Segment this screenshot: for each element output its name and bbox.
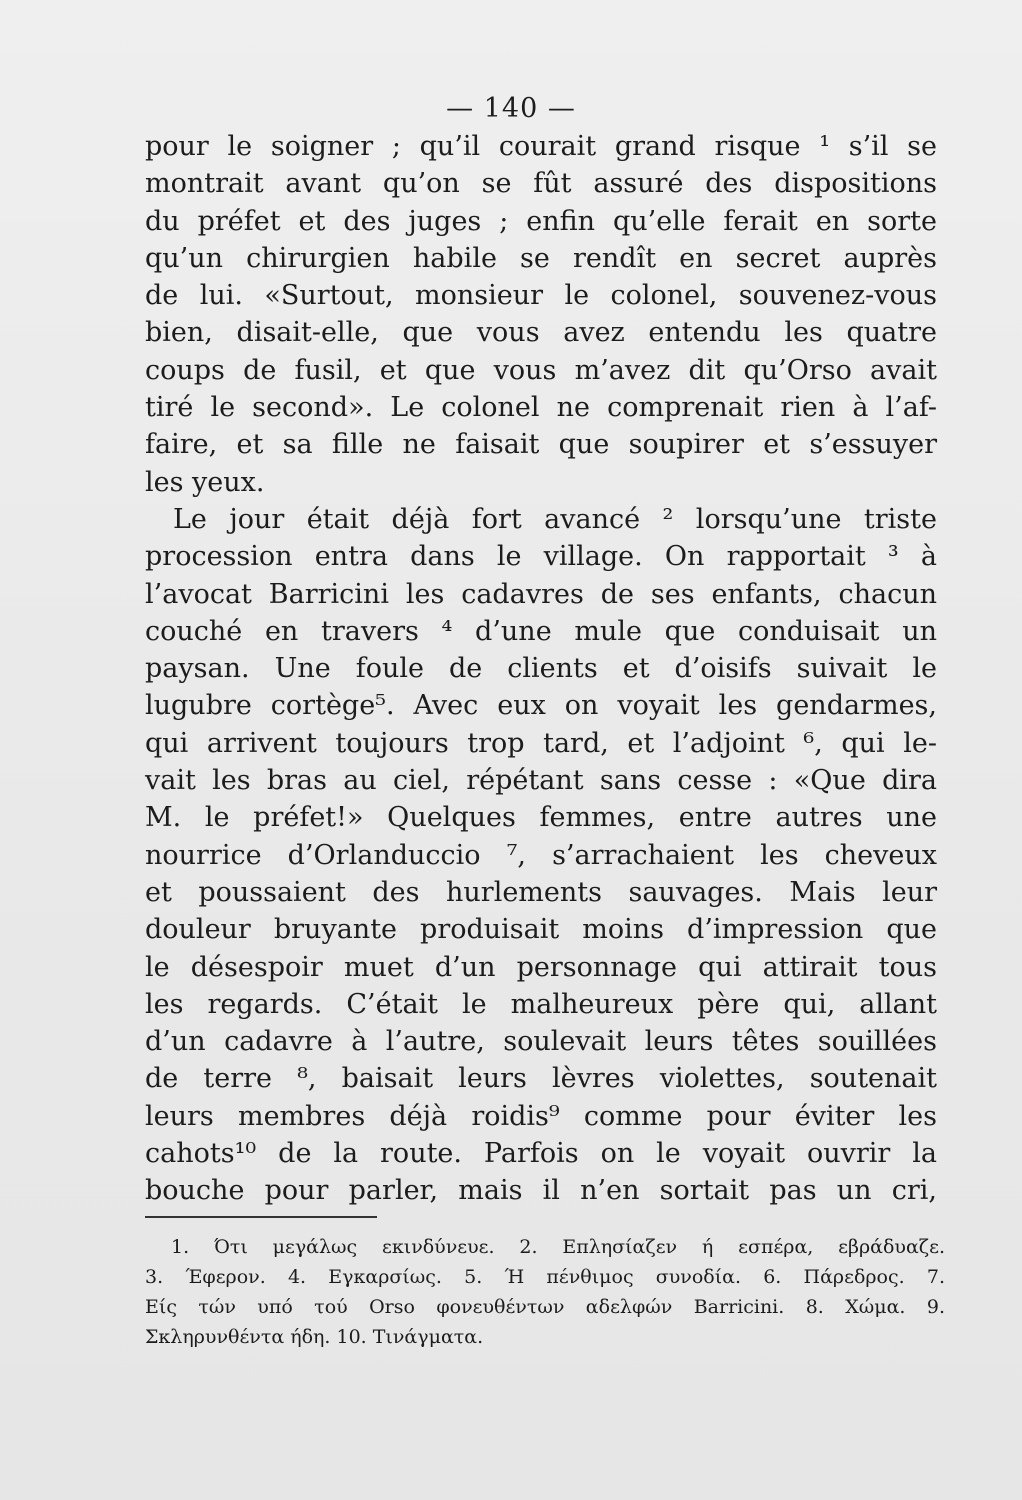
body-line: cahots¹⁰ de la route. Parfois on le voyait ouvrir la	[145, 1138, 937, 1170]
body-line: coups de fusil, et que vous m’avez dit qu’Orso avait	[145, 354, 937, 386]
body-line: nourrice d’Orlanduccio ⁷, s’arrachaient les cheveux	[145, 839, 937, 871]
body-line: faire, et sa fille ne faisait que soupirer et s’essuyer	[145, 429, 937, 461]
footnotes	[145, 1232, 945, 1352]
footnote-line: Σκληρυνθέντα ήδη. 10. Τινάγματα.	[145, 1326, 484, 1348]
body-line: de terre ⁸, baisait leurs lèvres violettes, soutenait	[145, 1063, 937, 1095]
body-line: et poussaient des hurlements sauvages. Mais leur	[145, 876, 937, 908]
body-line: couché en travers ⁴ d’une mule que conduisait un	[145, 615, 937, 647]
footnote-line: Είς τών υπό τού Orso φονευθέντων αδελφών Barricini. 8. Χώμα. 9.	[145, 1296, 945, 1318]
body-line: douleur bruyante produisait moins d’impression que	[145, 914, 937, 946]
footnote-divider	[145, 1216, 377, 1218]
body-line: d’un cadavre à l’autre, soulevait leurs têtes souillées	[145, 1026, 937, 1058]
body-line: bouche pour parler, mais il n’en sortait pas un cri,	[145, 1175, 937, 1207]
body-line: les yeux.	[145, 466, 265, 498]
body-line: qu’un chirurgien habile se rendît en secret auprès	[145, 242, 937, 274]
body-line: le désespoir muet d’un personnage qui attirait tous	[145, 951, 937, 983]
body-line: Le jour était déjà fort avancé ² lorsqu’une triste	[173, 503, 937, 535]
body-line: du préfet et des juges ; enfin qu’elle ferait en sorte	[145, 205, 937, 237]
body-line: les regards. C’était le malheureux père qui, allant	[145, 988, 937, 1020]
body-line: lugubre cortège⁵. Avec eux on voyait les gendarmes,	[145, 690, 937, 722]
body-line: de lui. «Surtout, monsieur le colonel, souvenez-vous	[145, 280, 937, 312]
body-line: paysan. Une foule de clients et d’oisifs suivait le	[145, 653, 937, 685]
body-line: pour le soigner ; qu’il courait grand risque ¹ s’il se	[145, 131, 937, 162]
page-number: — 140 —	[446, 93, 576, 124]
body-line: bien, disait-elle, que vous avez entendu les quatre	[145, 317, 937, 349]
body-line: leurs membres déjà roidis⁹ comme pour éviter les	[145, 1100, 937, 1132]
body-line: vait les bras au ciel, répétant sans cesse : «Que dira	[145, 765, 937, 797]
body-line: l’avocat Barricini les cadavres de ses enfants, chacun	[145, 578, 937, 610]
footnote-line: 1. Ότι μεγάλως εκινδύνευε. 2. Επλησίαζεν ή εσπέρα, εβράδυαζε.	[171, 1236, 945, 1258]
body-line: qui arrivent toujours trop tard, et l’adjoint ⁶, qui le-	[145, 727, 937, 759]
body-text	[145, 128, 937, 1210]
footnote-line: 3. Έφερον. 4. Εγκαρσίως. 5. Ή πένθιμος συνοδία. 6. Πάρεδρος. 7.	[145, 1266, 945, 1288]
body-line: procession entra dans le village. On rapportait ³ à	[145, 541, 937, 573]
body-line: montrait avant qu’on se fût assuré des dispositions	[145, 168, 937, 200]
body-line: tiré le second». Le colonel ne comprenait rien à l’af-	[145, 392, 937, 424]
body-line: M. le préfet!» Quelques femmes, entre autres une	[145, 802, 937, 834]
